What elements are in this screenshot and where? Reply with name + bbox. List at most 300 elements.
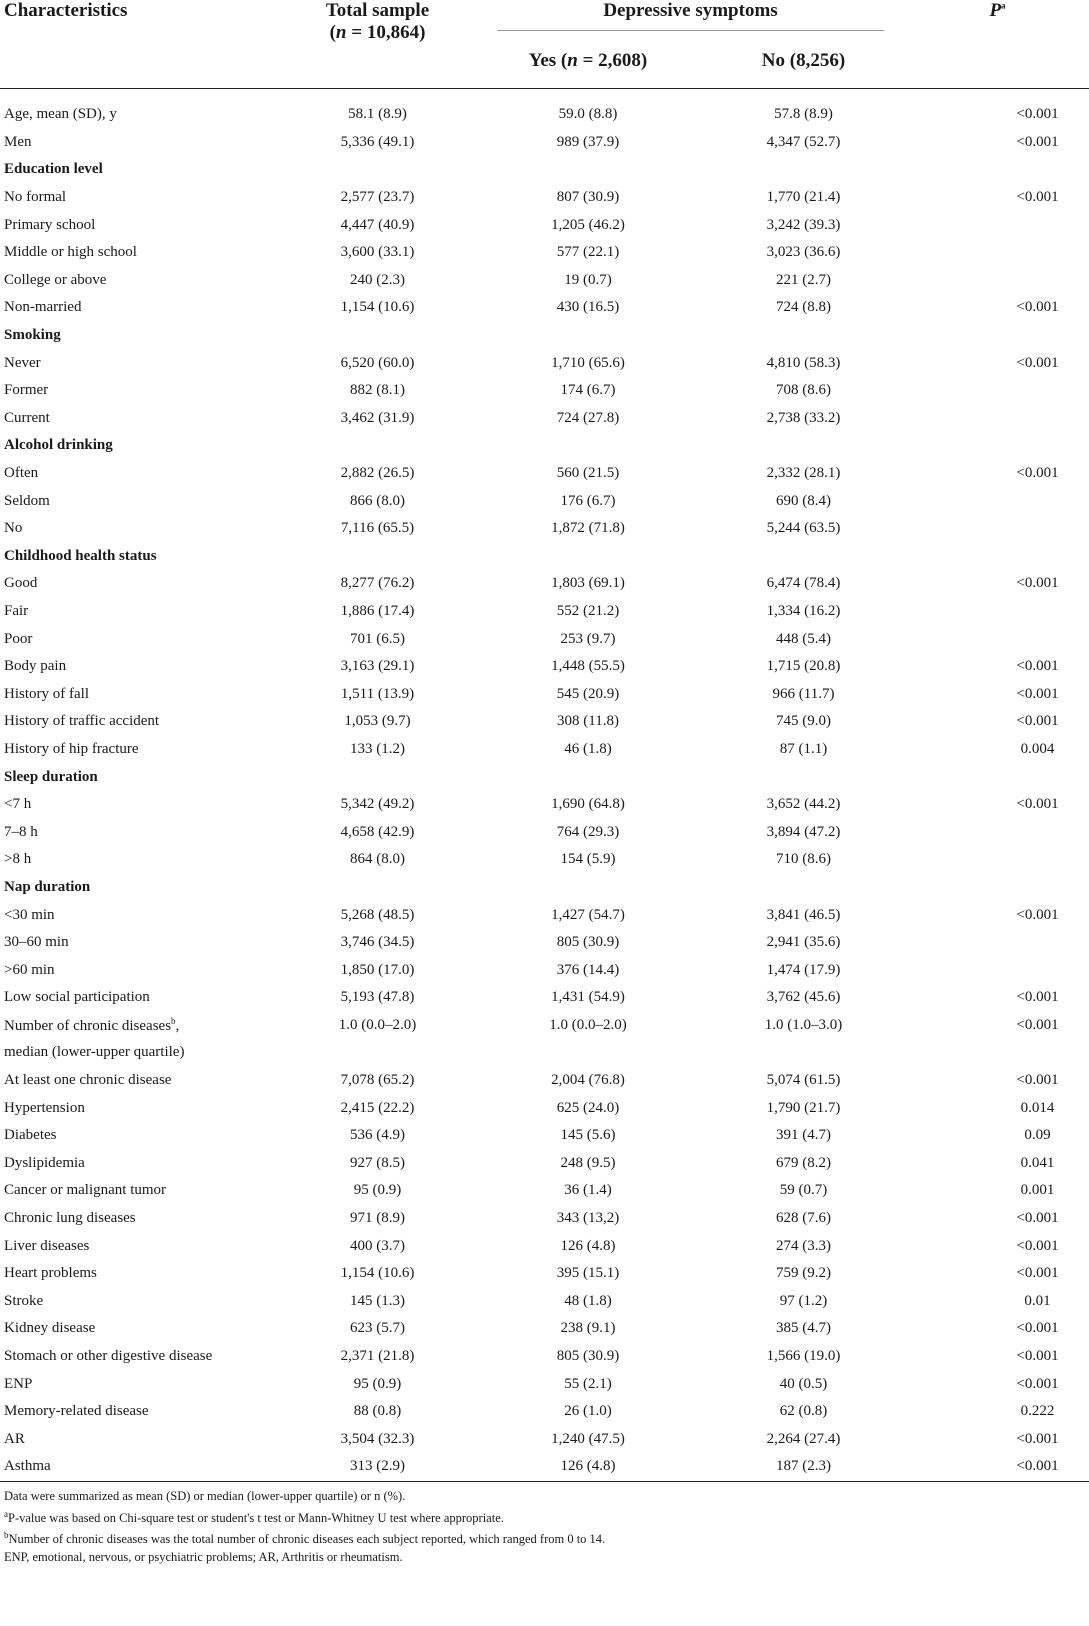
cell-yes: 48 (1.8) (564, 1292, 612, 1309)
cell-total: 88 (0.8) (353, 1403, 402, 1420)
cell-yes: 805 (30.9) (556, 1348, 620, 1365)
table-row (0, 405, 1089, 433)
cell-yes: 154 (5.9) (560, 851, 616, 868)
cell-total: 95 (0.9) (353, 1375, 402, 1392)
cell-total: 2,415 (22.2) (340, 1099, 415, 1116)
cell-p-value: <0.001 (1016, 685, 1059, 702)
cell-no: 1,566 (19.0) (766, 1348, 841, 1365)
table-row (0, 1012, 1089, 1040)
table-row (0, 1370, 1089, 1398)
cell-yes: 1,205 (46.2) (551, 216, 625, 233)
table-row (0, 956, 1089, 984)
cell-total: 3,462 (31.9) (340, 409, 415, 426)
footnote-a: $^a$P-value was based on Chi-square test or student's t test or Mann-Whitney U test where appropriate. (4, 1508, 504, 1525)
cell-p-value (906, 818, 1089, 846)
cell-total (280, 543, 475, 571)
cell-p-value: <0.001 (1016, 1320, 1059, 1337)
table-row (0, 901, 1089, 929)
cell-total: 95 (0.9) (353, 1182, 402, 1199)
cell-yes: 1.0 (0.0–2.0) (549, 1016, 627, 1033)
table-row (0, 1122, 1089, 1150)
table-row (0, 377, 1089, 405)
cell-yes: 1,240 (47.5) (551, 1430, 625, 1447)
cell-no: 2,332 (28.1) (766, 465, 841, 482)
table-row (0, 984, 1089, 1012)
cell-p-value: 0.004 (1020, 740, 1055, 757)
cell-total: 145 (1.3) (350, 1292, 405, 1309)
row-label: No formal (4, 189, 67, 206)
cell-p-value: <0.001 (1016, 1430, 1059, 1447)
table-row (0, 1067, 1089, 1095)
cell-total: 1,511 (13.9) (340, 685, 415, 702)
table-row (0, 184, 1089, 212)
table-row (0, 1343, 1089, 1371)
row-label: median (lower-upper quartile) (4, 1044, 185, 1061)
row-label: Asthma (0, 1453, 280, 1481)
footnote-summary: Data were summarized as mean (SD) or median (lower-upper quartile) or n (%). (4, 1489, 406, 1503)
cell-yes: 430 (16.5) (556, 299, 620, 316)
table-row (0, 1426, 1089, 1454)
row-label: Body pain (4, 658, 67, 675)
cell-yes: 545 (20.9) (556, 685, 620, 702)
table-row (0, 1260, 1089, 1288)
row-label: Stomach or other digestive disease (4, 1348, 213, 1365)
cell-yes: 1,690 (64.8) (551, 796, 625, 813)
row-label: History of traffic accident (4, 713, 160, 730)
cell-p-value (906, 156, 1089, 184)
cell-p-value: <0.001 (1016, 575, 1059, 592)
cell-p-value: <0.001 (1016, 354, 1059, 371)
cell-p-value (906, 515, 1089, 543)
cell-yes: 308 (11.8) (557, 713, 619, 730)
row-label: Low social participation (4, 989, 150, 1006)
cell-no: 1.0 (1.0–3.0) (764, 1016, 843, 1033)
table-row (0, 349, 1089, 377)
header-characteristics: Characteristics (4, 0, 128, 21)
cell-p-value: <0.001 (1016, 796, 1059, 813)
table-row (0, 680, 1089, 708)
cell-p-value: <0.001 (1016, 299, 1059, 316)
row-label: Cancer or malignant tumor (4, 1182, 167, 1199)
cell-total: 701 (6.5) (350, 630, 405, 647)
cell-p-value (906, 322, 1089, 350)
cell-no: 1,474 (17.9) (766, 961, 841, 978)
cell-yes (475, 156, 701, 184)
cell-p-value: <0.001 (1016, 1072, 1059, 1089)
section-row (0, 874, 1089, 902)
cell-no (701, 1039, 906, 1067)
row-label: Stroke (4, 1292, 44, 1309)
table-row (0, 791, 1089, 819)
cell-total: 5,342 (49.2) (340, 796, 415, 813)
cell-p-value (906, 598, 1089, 626)
cell-total: 1,053 (9.7) (344, 713, 411, 730)
cell-total: 5,193 (47.8) (340, 989, 415, 1006)
footnote-abbreviations: ENP, emotional, nervous, or psychiatric problems; AR, Arthritis or rheumatism. (4, 1549, 403, 1564)
cell-total: 2,371 (21.8) (340, 1348, 415, 1365)
cell-p-value: <0.001 (1016, 1375, 1059, 1392)
table-row (0, 1288, 1089, 1316)
cell-no: 759 (9.2) (776, 1265, 831, 1282)
table-row (0, 1177, 1089, 1205)
cell-no (701, 432, 906, 460)
table-row (0, 1232, 1089, 1260)
cell-no: 1,334 (16.2) (766, 602, 841, 619)
row-label: Good (4, 575, 38, 592)
cell-no (701, 763, 906, 791)
cell-total: 536 (4.9) (350, 1127, 405, 1144)
cell-no (701, 543, 906, 571)
cell-yes: 59.0 (8.8) (558, 106, 618, 123)
cell-no: 62 (0.8) (779, 1403, 828, 1420)
cell-no: 724 (8.8) (776, 299, 831, 316)
row-label: Non-married (4, 299, 82, 316)
row-label: Former (4, 382, 49, 399)
row-label: Sleep duration (4, 768, 98, 785)
cell-no: 745 (9.0) (776, 713, 831, 730)
header-p-value: $P^a$ (989, 0, 1006, 21)
cell-yes: 1,427 (54.7) (551, 906, 625, 923)
cell-p-value (906, 405, 1089, 433)
cell-yes: 253 (9.7) (560, 630, 616, 647)
cell-no: 3,841 (46.5) (766, 906, 841, 923)
row-label: Diabetes (4, 1127, 57, 1144)
cell-p-value (906, 1039, 1089, 1067)
cell-no: 6,474 (78.4) (766, 575, 841, 592)
cell-yes: 2,004 (76.8) (551, 1072, 625, 1089)
cell-total: 240 (2.3) (350, 271, 405, 288)
table-body (0, 101, 1089, 1481)
cell-p-value: <0.001 (1016, 1237, 1059, 1254)
header-total-sample: Total sample (n = 10,864) (325, 0, 430, 43)
cell-no: 87 (1.1) (779, 740, 828, 757)
cell-total: 6,520 (60.0) (340, 354, 415, 371)
cell-yes (475, 1039, 701, 1067)
row-label: Never (4, 354, 41, 371)
table-header (0, 0, 1089, 101)
table-row (0, 625, 1089, 653)
cell-p-value: <0.001 (1016, 713, 1059, 730)
cell-yes (475, 763, 701, 791)
cell-no (701, 874, 906, 902)
cell-total: 8,277 (76.2) (340, 575, 415, 592)
cell-yes: 560 (21.5) (556, 465, 620, 482)
cell-p-value (906, 956, 1089, 984)
cell-yes: 46 (1.8) (564, 740, 612, 757)
row-label: >60 min (4, 961, 55, 978)
table-row (0, 460, 1089, 488)
cell-yes: 1,872 (71.8) (551, 520, 625, 537)
row-label: Alcohol drinking (4, 437, 113, 454)
cell-p-value (906, 211, 1089, 239)
cell-no: 1,770 (21.4) (766, 189, 841, 206)
cell-total: 58.1 (8.9) (348, 106, 407, 123)
cell-total: 313 (2.9) (280, 1453, 475, 1481)
cell-yes: 26 (1.0) (564, 1403, 612, 1420)
cell-total: 3,163 (29.1) (340, 658, 415, 675)
row-label: History of fall (4, 685, 89, 702)
cell-total: 1,850 (17.0) (340, 961, 415, 978)
cell-p-value: <0.001 (1016, 465, 1059, 482)
row-label: At least one chronic disease (4, 1072, 172, 1089)
cell-no: 5,074 (61.5) (766, 1072, 841, 1089)
cell-no: 391 (4.7) (776, 1127, 831, 1144)
cell-yes: 989 (37.9) (556, 133, 620, 150)
cell-no: 221 (2.7) (776, 271, 831, 288)
cell-yes: 126 (4.8) (560, 1237, 616, 1254)
cell-total: 882 (8.1) (350, 382, 405, 399)
cell-yes: 577 (22.1) (556, 244, 620, 261)
cell-p-value (906, 929, 1089, 957)
row-label: Heart problems (4, 1265, 97, 1282)
row-label: <30 min (4, 906, 55, 923)
row-label: Men (4, 133, 32, 150)
row-label: Poor (4, 630, 33, 647)
cell-p-value: <0.001 (1016, 1210, 1059, 1227)
cell-p-value (906, 432, 1089, 460)
cell-total (280, 156, 475, 184)
cell-yes: 805 (30.9) (556, 934, 620, 951)
cell-total: 7,078 (65.2) (340, 1072, 415, 1089)
cell-yes: 176 (6.7) (560, 492, 616, 509)
cell-p-value (906, 625, 1089, 653)
row-label: Kidney disease (4, 1320, 96, 1337)
table-row (0, 653, 1089, 681)
cell-yes: 552 (21.2) (556, 602, 620, 619)
cell-total: 133 (1.2) (350, 740, 405, 757)
cell-total: 623 (5.7) (350, 1320, 405, 1337)
cell-p-value (906, 543, 1089, 571)
section-row (0, 432, 1089, 460)
row-label: No (4, 520, 23, 537)
cell-no: 2,264 (27.4) (766, 1430, 841, 1447)
cell-total: 3,746 (34.5) (340, 934, 415, 951)
cell-p-value: <0.001 (1016, 906, 1059, 923)
cell-p-value: <0.001 (906, 1453, 1089, 1481)
cell-total: 400 (3.7) (350, 1237, 405, 1254)
cell-no: 4,810 (58.3) (766, 354, 841, 371)
cell-no: 97 (1.2) (779, 1292, 828, 1309)
table-row (0, 598, 1089, 626)
cell-no: 966 (11.7) (772, 685, 835, 702)
header-no: No (8,256) (761, 50, 846, 71)
cell-yes: 724 (27.8) (556, 409, 620, 426)
cell-no: 690 (8.4) (776, 492, 831, 509)
table-row (0, 1398, 1089, 1426)
cell-p-value (906, 763, 1089, 791)
cell-no: 2,738 (33.2) (766, 409, 841, 426)
cell-total: 3,504 (32.3) (340, 1430, 415, 1447)
cell-yes: 1,803 (69.1) (551, 575, 625, 592)
cell-p-value: <0.001 (1016, 106, 1059, 123)
cell-yes (475, 543, 701, 571)
row-label: Dyslipidemia (4, 1154, 85, 1171)
cell-no: 385 (4.7) (776, 1320, 831, 1337)
cell-p-value: <0.001 (1016, 1265, 1059, 1282)
row-label: Childhood health status (4, 547, 157, 564)
cell-no: 59 (0.7) (779, 1182, 828, 1199)
row-label: Education level (4, 161, 103, 178)
table-row (0, 736, 1089, 764)
cell-no: 3,762 (45.6) (766, 989, 841, 1006)
row-label: Smoking (4, 327, 61, 344)
table-row (0, 211, 1089, 239)
table-row (0, 1205, 1089, 1233)
cell-no: 274 (3.3) (776, 1237, 831, 1254)
table-row (0, 267, 1089, 295)
table-row (0, 570, 1089, 598)
cell-total (280, 763, 475, 791)
table-row (0, 1094, 1089, 1122)
cell-no: 3,242 (39.3) (766, 216, 841, 233)
cell-yes: 126 (4.8) (475, 1453, 701, 1481)
cell-yes: 764 (29.3) (556, 823, 620, 840)
cell-yes (475, 874, 701, 902)
cell-total (280, 432, 475, 460)
section-row (0, 156, 1089, 184)
cell-no: 1,715 (20.8) (766, 658, 841, 675)
row-label: Nap duration (4, 878, 91, 895)
cell-p-value: 0.041 (1020, 1154, 1055, 1171)
cell-yes (475, 432, 701, 460)
cell-no: 448 (5.4) (776, 630, 831, 647)
row-label: <7 h (4, 796, 32, 813)
cell-no: 708 (8.6) (776, 382, 831, 399)
cell-total: 2,577 (23.7) (340, 189, 415, 206)
cell-total: 5,336 (49.1) (340, 133, 415, 150)
row-label: Often (4, 465, 39, 482)
cell-total (280, 874, 475, 902)
cell-total: 5,268 (48.5) (340, 906, 415, 923)
row-label: >8 h (4, 851, 32, 868)
table-row (0, 1453, 1089, 1481)
row-label: Number of chronic diseases$^b$, (4, 1015, 180, 1034)
cell-yes: 625 (24.0) (556, 1099, 620, 1116)
cell-p-value (906, 874, 1089, 902)
section-row (0, 543, 1089, 571)
cell-total: 7,116 (65.5) (340, 520, 415, 537)
cell-no: 4,347 (52.7) (766, 133, 841, 150)
cell-p-value: <0.001 (1016, 658, 1059, 675)
cell-no: 710 (8.6) (776, 851, 831, 868)
cell-total: 2,882 (26.5) (340, 465, 415, 482)
table-row (0, 294, 1089, 322)
row-label: College or above (4, 271, 107, 288)
table-row (0, 487, 1089, 515)
cell-p-value: <0.001 (1016, 189, 1059, 206)
cell-yes: 36 (1.4) (564, 1182, 612, 1199)
cell-yes: 1,448 (55.5) (551, 658, 625, 675)
cell-total: 1.0 (0.0–2.0) (338, 1016, 417, 1033)
cell-p-value: <0.001 (1016, 133, 1059, 150)
row-label: Chronic lung diseases (4, 1210, 136, 1227)
row-label: Hypertension (4, 1099, 85, 1116)
table-row (0, 101, 1089, 129)
row-label: Liver diseases (4, 1237, 90, 1254)
header-depressive-symptoms: Depressive symptoms (475, 0, 906, 38)
cell-yes: 238 (9.1) (560, 1320, 616, 1337)
cell-p-value (906, 377, 1089, 405)
cell-yes: 174 (6.7) (560, 382, 616, 399)
row-label: History of hip fracture (4, 740, 139, 757)
table-row (0, 708, 1089, 736)
cell-yes: 1,431 (54.9) (551, 989, 625, 1006)
cell-no: 187 (2.3) (701, 1453, 906, 1481)
cell-total: 927 (8.5) (350, 1154, 405, 1171)
cell-no (701, 322, 906, 350)
row-label: ENP (4, 1375, 33, 1392)
row-label: Memory-related disease (4, 1403, 149, 1420)
cell-no (701, 156, 906, 184)
cell-p-value (906, 487, 1089, 515)
cell-yes: 376 (14.4) (556, 961, 620, 978)
row-label: Primary school (4, 216, 96, 233)
cell-yes: 1,710 (65.6) (551, 354, 625, 371)
cell-p-value: <0.001 (1016, 1348, 1059, 1365)
cell-no: 5,244 (63.5) (766, 520, 841, 537)
cell-total: 4,447 (40.9) (340, 216, 415, 233)
cell-total: 3,600 (33.1) (340, 244, 415, 261)
cell-no: 2,941 (35.6) (766, 934, 841, 951)
cell-total: 1,154 (10.6) (340, 1265, 415, 1282)
cell-p-value: 0.09 (1024, 1127, 1051, 1144)
table-row (0, 1315, 1089, 1343)
cell-no: 3,894 (47.2) (766, 823, 841, 840)
header-yes: Yes (n = 2,608) (528, 50, 648, 71)
cell-total: 4,658 (42.9) (340, 823, 415, 840)
section-row (0, 763, 1089, 791)
cell-no: 1,790 (21.7) (766, 1099, 841, 1116)
cell-total: 1,154 (10.6) (340, 299, 415, 316)
cell-total (280, 322, 475, 350)
cell-p-value: 0.001 (1020, 1182, 1055, 1199)
table-row (0, 929, 1089, 957)
cell-no: 679 (8.2) (776, 1154, 831, 1171)
table-row (0, 1039, 1089, 1067)
cell-yes: 395 (15.1) (556, 1265, 620, 1282)
table-row (0, 846, 1089, 874)
cell-no: 40 (0.5) (779, 1375, 828, 1392)
cell-total: 971 (8.9) (350, 1210, 405, 1227)
cell-total: 866 (8.0) (350, 492, 405, 509)
cell-total: 864 (8.0) (350, 851, 405, 868)
cell-yes: 343 (13,2) (556, 1210, 620, 1227)
table-row (0, 129, 1089, 157)
cell-p-value: 0.014 (1020, 1099, 1055, 1116)
cell-yes: 248 (9.5) (560, 1154, 616, 1171)
cell-yes: 145 (5.6) (560, 1127, 616, 1144)
table-row (0, 515, 1089, 543)
cell-p-value: <0.001 (1016, 1016, 1059, 1033)
cell-yes: 807 (30.9) (556, 189, 620, 206)
cell-total: 1,886 (17.4) (340, 602, 415, 619)
cell-yes (475, 322, 701, 350)
cell-p-value: 0.01 (1024, 1292, 1051, 1309)
row-label: Middle or high school (4, 244, 137, 261)
cell-yes: 19 (0.7) (564, 271, 612, 288)
row-label: Current (4, 409, 50, 426)
footnote-b: $^b$Number of chronic diseases was the total number of chronic diseases each subject reported, which ranged from 0 to 14. (4, 1530, 606, 1547)
cell-yes: 55 (2.1) (564, 1375, 612, 1392)
row-label: Fair (4, 602, 29, 619)
cell-p-value: 0.222 (1020, 1403, 1055, 1420)
table-row (0, 818, 1089, 846)
cell-p-value (906, 267, 1089, 295)
cell-no: 628 (7.6) (776, 1210, 831, 1227)
cell-no: 3,023 (36.6) (766, 244, 841, 261)
cell-no: 57.8 (8.9) (774, 106, 833, 123)
row-label: 30–60 min (4, 934, 69, 951)
